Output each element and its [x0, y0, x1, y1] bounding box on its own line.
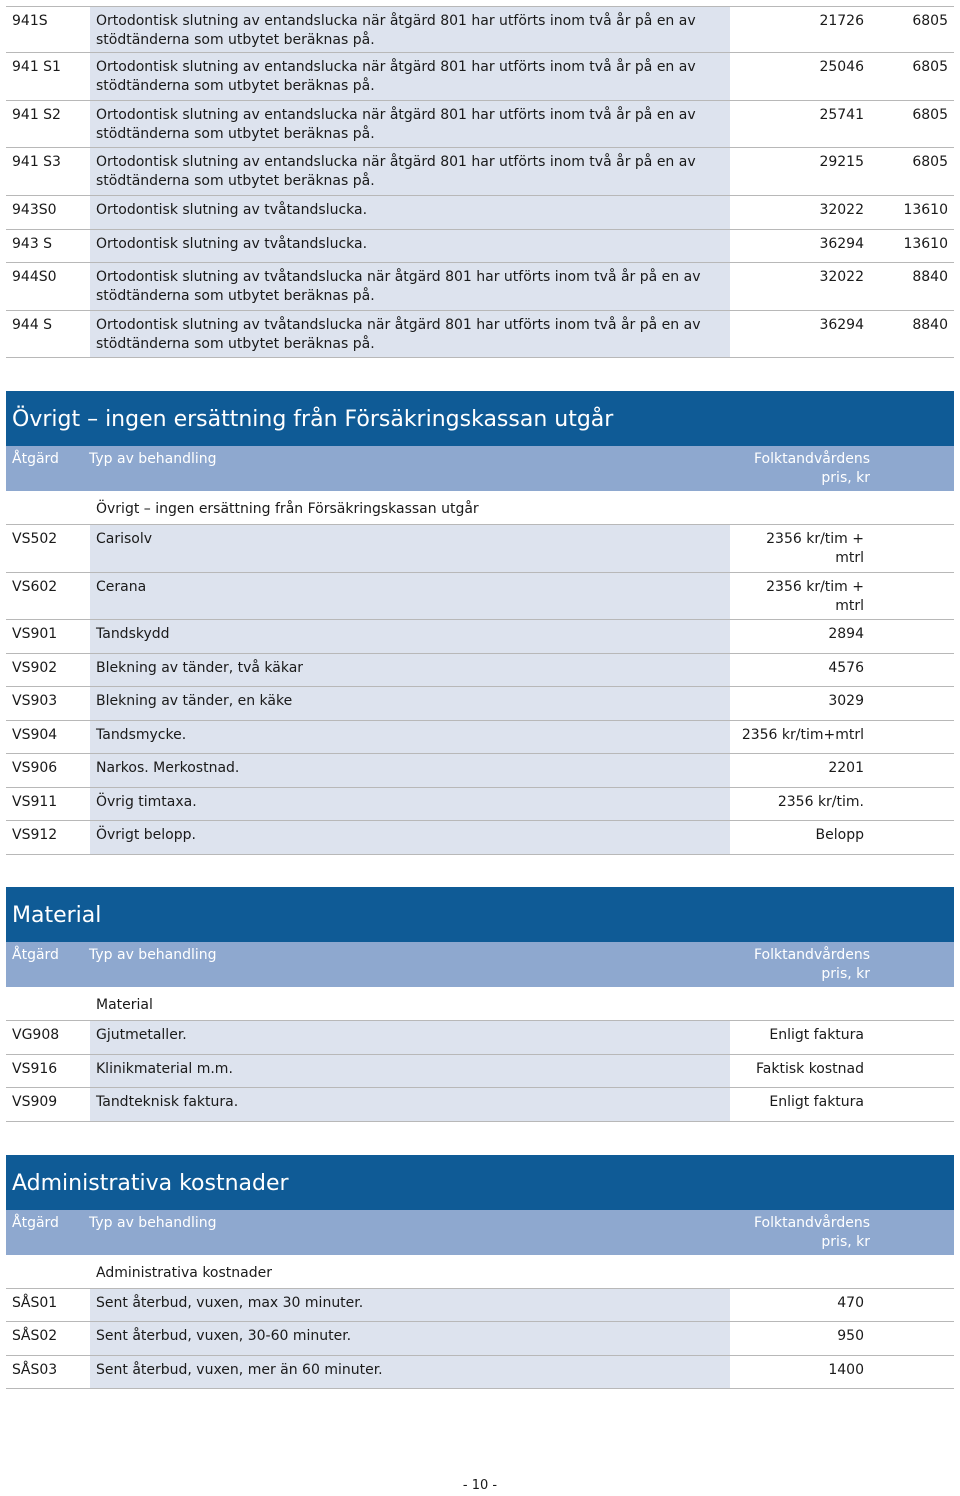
row-price-cell: [730, 7, 954, 52]
row-code: SÅS03: [12, 1362, 58, 1378]
row-code: SÅS01: [12, 1295, 58, 1311]
table-row: [6, 101, 954, 148]
row-code: VS902: [12, 660, 58, 676]
row-description: Övrig timtaxa.: [90, 788, 730, 820]
row-price-cell: [730, 821, 954, 854]
row-code: VS911: [12, 794, 58, 810]
header-type: Typ av behandling: [89, 947, 217, 963]
header-price-line2: pris, kr: [821, 470, 870, 486]
ovrigt-table: [6, 525, 954, 855]
row-subsidy: 6805: [912, 154, 948, 170]
top-price-table: [6, 6, 954, 358]
row-description: Ortodontisk slutning av tvåtandslucka.: [90, 196, 730, 229]
row-price: 29215: [819, 154, 864, 170]
table-row: [6, 1322, 954, 1356]
table-row: [6, 687, 954, 721]
row-price: 2894: [828, 626, 864, 642]
row-price: 36294: [819, 236, 864, 252]
table-row: [6, 196, 954, 230]
row-price: 32022: [819, 269, 864, 285]
row-description: Ortodontisk slutning av tvåtandslucka när åtgärd 801 har utförts inom två år på en av stödtänderna som utbytet beräknas på.: [90, 311, 730, 357]
section-subtitle: Administrativa kostnader: [96, 1265, 272, 1281]
row-code: 941S: [12, 13, 48, 29]
row-price-cell: [730, 1055, 954, 1087]
row-code: VS903: [12, 693, 58, 709]
row-price: 36294: [819, 317, 864, 333]
row-price-cell: [730, 311, 954, 357]
row-code: VS909: [12, 1094, 58, 1110]
section-subtitle-row: [6, 491, 954, 525]
row-price-cell: [730, 230, 954, 262]
row-price: Enligt faktura: [769, 1027, 864, 1043]
row-price: 32022: [819, 202, 864, 218]
row-description: Ortodontisk slutning av entandslucka när åtgärd 801 har utförts inom två år på en av stödtänderna som utbytet beräknas på.: [90, 53, 730, 100]
row-description: Ortodontisk slutning av entandslucka när åtgärd 801 har utförts inom två år på en av stödtänderna som utbytet beräknas på.: [90, 148, 730, 195]
section-title-text: Material: [12, 903, 102, 928]
table-row: [6, 53, 954, 101]
table-row: [6, 1055, 954, 1088]
table-row: [6, 230, 954, 263]
row-price-cell: [730, 148, 954, 195]
table-row: [6, 525, 954, 573]
table-row: [6, 311, 954, 358]
row-description: Tandsmycke.: [90, 721, 730, 753]
section-title-text: Övrigt – ingen ersättning från Försäkringskassan utgår: [12, 407, 614, 432]
row-price: 25741: [819, 107, 864, 123]
row-code: VG908: [12, 1027, 60, 1043]
material-table: [6, 1021, 954, 1122]
row-code: VS904: [12, 727, 58, 743]
row-price: 21726: [819, 13, 864, 29]
row-code: VS916: [12, 1061, 58, 1077]
row-description: Sent återbud, vuxen, mer än 60 minuter.: [90, 1356, 730, 1388]
row-description: Ortodontisk slutning av tvåtandslucka när åtgärd 801 har utförts inom två år på en av stödtänderna som utbytet beräknas på.: [90, 263, 730, 310]
row-code: 944S0: [12, 269, 57, 285]
row-price-cell: [730, 1322, 954, 1355]
row-price: 2356 kr/tim +: [766, 579, 864, 595]
row-price-cell: [730, 196, 954, 229]
row-code: VS602: [12, 579, 58, 595]
section-title-material: [6, 887, 954, 942]
section-subtitle: Övrigt – ingen ersättning från Försäkringskassan utgår: [96, 501, 479, 517]
row-price-cell: [730, 263, 954, 310]
row-price-cell: [730, 101, 954, 147]
row-code: VS901: [12, 626, 58, 642]
table-row: [6, 573, 954, 620]
header-price-line2: pris, kr: [821, 1234, 870, 1250]
row-price: 2356 kr/tim+mtrl: [741, 727, 864, 743]
row-code: VS502: [12, 531, 58, 547]
section-subtitle-row: [6, 1255, 954, 1289]
row-description: Cerana: [90, 573, 730, 619]
row-price: 3029: [828, 693, 864, 709]
row-description: Blekning av tänder, två käkar: [90, 654, 730, 686]
row-price-cell: [730, 573, 954, 619]
section-title-ovrigt: [6, 391, 954, 446]
row-price-cell: [730, 1088, 954, 1121]
row-description: Ortodontisk slutning av tvåtandslucka.: [90, 230, 730, 262]
row-price-cell: [730, 687, 954, 720]
page-number: - 10 -: [462, 1478, 498, 1493]
row-price: Belopp: [815, 827, 864, 843]
row-price-cell: [730, 525, 954, 572]
table-row: [6, 1021, 954, 1055]
row-description: Ortodontisk slutning av entandslucka när åtgärd 801 har utförts inom två år på en av stödtänderna som utbytet beräknas på.: [90, 101, 730, 147]
table-header: [6, 1210, 954, 1255]
row-code: 943S0: [12, 202, 57, 218]
row-price: 4576: [828, 660, 864, 676]
row-code: 941 S3: [12, 154, 61, 170]
row-description: Övrigt belopp.: [90, 821, 730, 854]
table-row: [6, 1289, 954, 1322]
row-price: 2356 kr/tim.: [777, 794, 864, 810]
row-subsidy: 8840: [912, 269, 948, 285]
table-row: [6, 721, 954, 754]
row-subsidy: 8840: [912, 317, 948, 333]
row-price-line2: mtrl: [835, 598, 864, 614]
table-row: [6, 754, 954, 788]
row-price: 1400: [828, 1362, 864, 1378]
row-price: 25046: [819, 59, 864, 75]
row-description: Narkos. Merkostnad.: [90, 754, 730, 787]
header-code: Åtgärd: [12, 451, 59, 467]
header-type: Typ av behandling: [89, 451, 217, 467]
row-description: Gjutmetaller.: [90, 1021, 730, 1054]
table-row: [6, 788, 954, 821]
row-price-cell: [730, 788, 954, 820]
header-price-line2: pris, kr: [821, 966, 870, 982]
row-price-cell: [730, 654, 954, 686]
row-subsidy: 6805: [912, 59, 948, 75]
row-code: 943 S: [12, 236, 53, 252]
header-code: Åtgärd: [12, 947, 59, 963]
table-row: [6, 263, 954, 311]
row-price: Faktisk kostnad: [756, 1061, 864, 1077]
row-description: Blekning av tänder, en käke: [90, 687, 730, 720]
table-row: [6, 654, 954, 687]
row-subsidy: 13610: [903, 236, 948, 252]
row-code: SÅS02: [12, 1328, 58, 1344]
row-price: Enligt faktura: [769, 1094, 864, 1110]
table-row: [6, 148, 954, 196]
row-description: Ortodontisk slutning av entandslucka när åtgärd 801 har utförts inom två år på en av stödtänderna som utbytet beräknas på.: [90, 7, 730, 52]
header-code: Åtgärd: [12, 1215, 59, 1231]
row-subsidy: 6805: [912, 13, 948, 29]
row-price-cell: [730, 721, 954, 753]
table-row: [6, 821, 954, 855]
row-price: 470: [837, 1295, 864, 1311]
admin-table: [6, 1289, 954, 1389]
row-subsidy: 6805: [912, 107, 948, 123]
header-price-line1: Folktandvårdens: [754, 451, 870, 467]
table-row: [6, 1088, 954, 1122]
row-description: Tandskydd: [90, 620, 730, 653]
row-price-cell: [730, 620, 954, 653]
row-description: Sent återbud, vuxen, 30-60 minuter.: [90, 1322, 730, 1355]
row-code: VS906: [12, 760, 58, 776]
section-subtitle-row: [6, 987, 954, 1021]
row-price-line2: mtrl: [835, 550, 864, 566]
table-row: [6, 1356, 954, 1389]
section-subtitle: Material: [96, 997, 153, 1013]
row-price-cell: [730, 754, 954, 787]
row-price-cell: [730, 53, 954, 100]
row-code: 941 S1: [12, 59, 61, 75]
row-price-cell: [730, 1356, 954, 1388]
row-price: 2201: [828, 760, 864, 776]
section-title-text: Administrativa kostnader: [12, 1171, 289, 1196]
row-code: 941 S2: [12, 107, 61, 123]
row-subsidy: 13610: [903, 202, 948, 218]
table-header: [6, 942, 954, 987]
table-header: [6, 446, 954, 491]
row-price: 950: [837, 1328, 864, 1344]
row-code: 944 S: [12, 317, 53, 333]
header-price-line1: Folktandvårdens: [754, 947, 870, 963]
row-price-cell: [730, 1021, 954, 1054]
row-price: 2356 kr/tim +: [766, 531, 864, 547]
table-row: [6, 620, 954, 654]
table-row: [6, 6, 954, 53]
row-description: Sent återbud, vuxen, max 30 minuter.: [90, 1289, 730, 1321]
row-description: Carisolv: [90, 525, 730, 572]
row-description: Klinikmaterial m.m.: [90, 1055, 730, 1087]
row-code: VS912: [12, 827, 58, 843]
row-price-cell: [730, 1289, 954, 1321]
section-title-admin: [6, 1155, 954, 1210]
header-price-line1: Folktandvårdens: [754, 1215, 870, 1231]
row-description: Tandteknisk faktura.: [90, 1088, 730, 1121]
header-type: Typ av behandling: [89, 1215, 217, 1231]
